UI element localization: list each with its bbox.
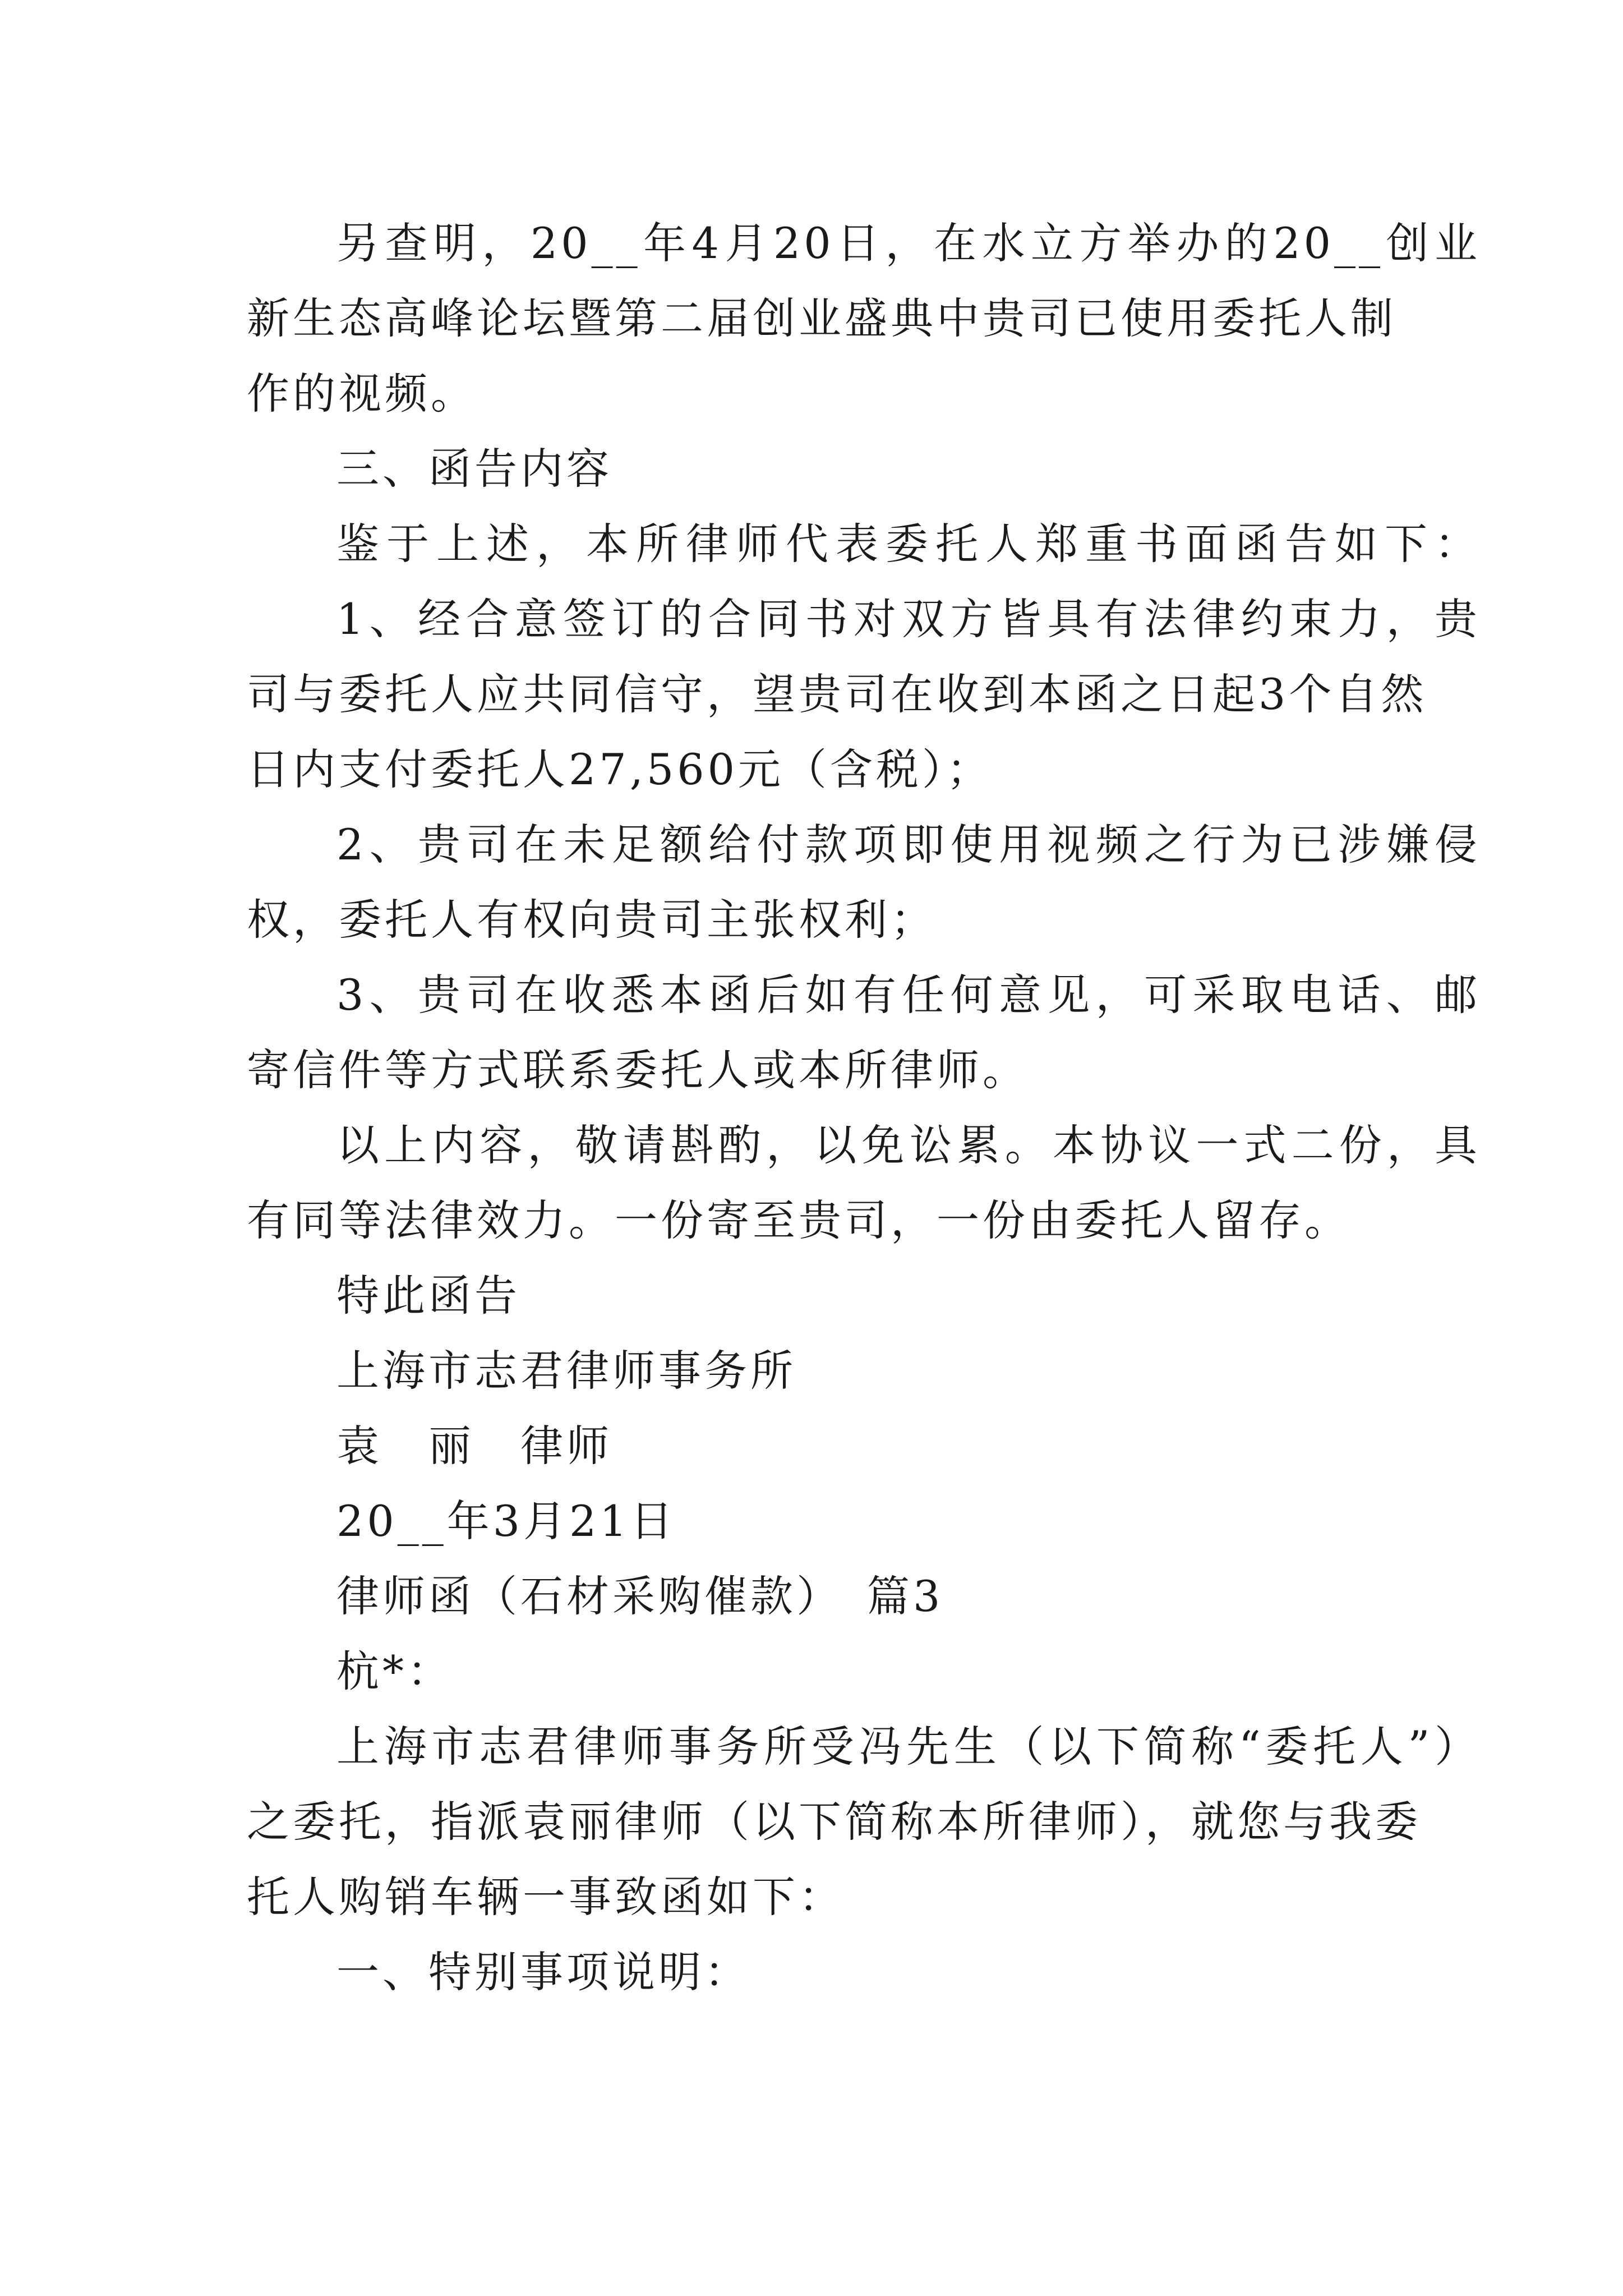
text-line: 2、贵司在未足额给付款项即使用视频之行为已涉嫌侵: [336, 820, 1481, 869]
text-line: 作的视频。: [247, 369, 477, 418]
text-line: 托人购销车辆一事致函如下：: [247, 1872, 845, 1922]
closing-phrase: 特此函告: [336, 1271, 520, 1320]
text-line: 寄信件等方式联系委托人或本所律师。: [247, 1045, 1029, 1095]
section-heading: 三、函告内容: [336, 444, 612, 494]
text-line: 之委托，指派袁丽律师（以下简称本所律师），就您与我委: [247, 1797, 1421, 1847]
letter-date: 20__年3月21日: [336, 1496, 676, 1546]
text-line: 上海市志君律师事务所受冯先生（以下简称“委托人”）: [336, 1722, 1481, 1772]
text-line: 权，委托人有权向贵司主张权利；: [247, 895, 937, 945]
recipient: 杭*：: [336, 1646, 453, 1696]
text-line: 1、经合意签订的合同书对双方皆具有法律约束力，贵: [336, 594, 1481, 644]
law-firm-name: 上海市志君律师事务所: [336, 1346, 796, 1396]
text-line: 新生态高峰论坛暨第二届创业盛典中贵司已使用委托人制: [247, 293, 1396, 343]
text-line: 有同等法律效力。一份寄至贵司，一份由委托人留存。: [247, 1195, 1350, 1245]
article-title: 律师函（石材采购催款） 篇3: [336, 1571, 944, 1621]
text-line: 鉴于上述，本所律师代表委托人郑重书面函告如下：: [336, 519, 1481, 569]
text-line: 以上内容，敬请斟酌，以免讼累。本协议一式二份，具: [336, 1120, 1481, 1170]
section-heading: 一、特别事项说明：: [336, 1947, 750, 1997]
text-line: 3、贵司在收悉本函后如有任何意见，可采取电话、邮: [336, 970, 1481, 1020]
text-line: 日内支付委托人27,560元（含税）；: [247, 744, 993, 794]
text-line: 另查明，20__年4月20日，在水立方举办的20__创业: [336, 218, 1481, 268]
lawyer-name: 袁 丽 律师: [336, 1421, 612, 1471]
text-line: 司与委托人应共同信守，望贵司在收到本函之日起3个自然: [247, 669, 1427, 719]
